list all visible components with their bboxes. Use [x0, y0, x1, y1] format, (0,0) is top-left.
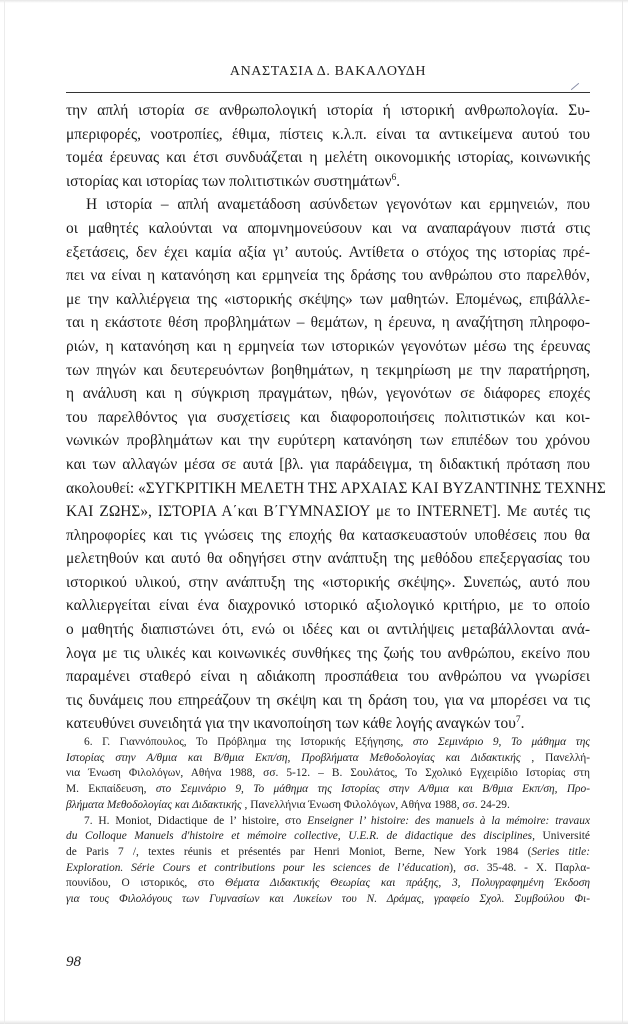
text-line: μελετηθούν και αυτό θα οδηγήσει στην ανάπτυξη της μεθόδου επεξεργασίας του — [66, 550, 590, 568]
text-line: με την καλλιέργεια της «ιστορικής σκέψης» των μαθητών. Επομένως, επιβάλλε- — [66, 290, 590, 308]
text-line: λογα με τις υλικές και κοινωνικές συνθήκες της ζωής του ανθρώπου, εκείνο που — [66, 644, 590, 662]
text-line: κατευθύνει συνειδητά για την ικανοποίηση των κάθε λογής αναγκών του$^7$. — [66, 715, 525, 733]
italic-run: βλήματα Μεθοδολογίας και Διδακτικής — [66, 798, 242, 811]
footnote-6 — [66, 735, 590, 814]
text-run: 7. H. Moniot, Didactique de l’ histoire, στο — [84, 814, 308, 827]
text-run: , Πανελλή- — [520, 751, 590, 764]
text-line: ται η εκάστοτε θέση προβλημάτων – θεμάτων, η έρευνα, η αναζήτηση πληροφο- — [66, 314, 590, 332]
footnotes — [66, 735, 590, 908]
footnote-line — [66, 892, 590, 908]
italic-run: Ιστορίας στην Α/θμια και Β/θμια Εκπ/ση, Προβλήματα Μεθοδολογίας και Διδακτικής — [66, 751, 521, 764]
text-run: , Πανελλήνια Ένωση Φιλολόγων, Αθήνα 1988, σσ. 24-29. — [241, 798, 510, 811]
page-edge-right — [622, 0, 623, 1024]
paragraph-2 — [66, 193, 606, 736]
text-line: νωνικών προβλημάτων και την ευρύτερη κατανόηση των επιπέδων του χρόνου — [66, 432, 590, 450]
text-line: ιστορικού υλικού, στην ανάπτυξη της «ιστορικής σκέψης». Συνεπώς, αυτό που — [66, 573, 590, 591]
italic-run: για τους Φιλολόγους των Γυμνασίων και Λυκείων του Ν. Δράμας, γραφείο Σχολ. Συμβούλου Φι- — [66, 893, 590, 906]
text-line: ΚΑΙ ΖΩΗΣ», ΙΣΤΟΡΙΑ Α΄και Β΄ΓΥΜΝΑΣΙΟΥ με το INTERNET]. Με αυτές τις — [66, 503, 590, 521]
italic-run: στο Σεμινάριο 9, Το μάθημα της Ιστορίας στην Α/θμια και Β/θμια Εκπ/ση, Προ- — [155, 783, 591, 796]
running-head: ΑΝΑΣΤΑΣΙΑ Δ. ΒΑΚΑΛΟΥΔΗ — [229, 64, 427, 79]
text-line: εξετάσεις, δεν έχει καμία αξία γι’ αυτούς. Αντίθετα ο στόχος της ιστορίας πρέ- — [66, 243, 590, 261]
footnote-line — [66, 814, 590, 830]
text-line: τομέα έρευνας και έτσι συνδυάζεται η μελέτη οικονομικής ιστορίας, κοινωνικής — [66, 149, 590, 167]
footnote-line — [66, 876, 590, 892]
footnote-line — [66, 782, 590, 798]
text-run: νια Ένωση Φιλολόγων, Αθήνα 1988, σσ. 5-12. – Β. Σουλάτος, Το Σχολικό Εγχειρίδιο Ιστορίας στη — [66, 767, 590, 780]
text-line: ακολουθεί: «ΣΥΓΚΡΙΤΙΚΗ ΜΕΛΕΤΗ ΤΗΣ ΑΡΧΑΙΑΣ ΚΑΙ ΒΥΖΑΝΤΙΝΗΣ ΤΕΧΝΗΣ — [66, 479, 606, 497]
text-run: Université — [534, 830, 590, 843]
text-line: Η ιστορία – απλή αναμετάδοση ασύνδετων γεγονότων και ερμηνειών, που — [86, 196, 590, 214]
text-run: 6. Γ. Γιαννόπουλος, Το Πρόβλημα της Ιστορικής Εξήγησης, — [84, 736, 413, 748]
header-rule — [66, 92, 590, 93]
page-edge-top — [0, 0, 628, 3]
text-line: καλλιεργείται είναι ένα διαχρονικό ιστορικό αξιολογικό κριτήριο, με το οποίο — [66, 597, 590, 615]
page-edge-left — [4, 0, 5, 1024]
text-line: ιστορίας και ιστορίας των πολιτιστικών συστημάτων$^6$. — [66, 172, 401, 190]
text-line: ο μαθητής διαπιστώνει ότι, ενώ οι ιδέες και οι αντιλήψεις μεταβάλλονται ανά- — [66, 621, 590, 639]
pen-mark — [571, 83, 579, 90]
footnote-7 — [66, 814, 590, 908]
body-text — [66, 99, 606, 736]
italic-run: Θέματα Διδακτικής Θεωρίας και πράξης, 3, Πολυγραφημένη Έκδοση — [224, 877, 590, 890]
italic-run: στο Σεμινάριο 9, Το μάθημα της — [412, 736, 590, 748]
paragraph-1 — [66, 99, 590, 193]
italic-run: Series title: — [531, 845, 590, 858]
italic-run: du Colloque Manuels d'histoire et mémoire collective, U.E.R. de didactique des disciplines, — [66, 830, 535, 843]
footnote-ref-7[interactable]: 7 — [515, 715, 521, 726]
text-run: Μ. Εκπαίδευση, — [66, 783, 156, 796]
italic-run: Enseigner l’ histoire: des manuels à la mémoire: travaux — [307, 814, 590, 827]
footnote-line — [66, 861, 590, 877]
page-number: 98 — [66, 954, 81, 970]
footnote-line — [66, 798, 590, 814]
text-run: πουνίδου, Ο ιστορικός, στο — [66, 877, 225, 890]
footnote-line — [66, 829, 590, 845]
text-line: παραμένει σταθερό είναι η αδιάκοπη προσπάθεια του ανθρώπου να γνωρίσει — [66, 668, 590, 686]
text-line: μπεριφορές, νοοτροπίες, έθιμα, πίστεις κ.λ.π. είναι τα αντικείμενα αυτού του — [66, 125, 590, 143]
footnote-line — [66, 751, 590, 767]
text-line: η ανάλυση και η σύγκριση πραγμάτων, ηθών, γεγονότων σε διάφορες εποχές — [66, 385, 590, 403]
text-line: οι μαθητές καλούνται να απομνημονεύσουν και να αναπαράγουν πιστά στις — [66, 219, 590, 237]
text-line: των πηγών και δευτερευόντων βοηθημάτων, η τεκμηρίωση με την παρατήρηση, — [66, 361, 590, 379]
italic-run: Exploration. Série Cours et contributions pour les sciences de l’éducation — [66, 861, 450, 874]
text-line: την απλή ιστορία σε ανθρωπολογική ιστορία ή ιστορική ανθρωπολογία. Συ- — [66, 102, 590, 119]
footnote-ref-6[interactable]: 6 — [391, 172, 397, 183]
footnote-line — [66, 766, 590, 782]
text-line: του παρελθόντος για συσχετίσεις και διαφοροποιήσεις πολιτιστικών και κοι- — [66, 408, 590, 426]
text-line: ριών, η κατανόηση και η ερμηνεία των ιστορικών γεγονότων μέσω της έρευνας — [66, 337, 590, 355]
footnote-line — [66, 845, 590, 861]
footnote-line — [66, 735, 590, 751]
text-line: τις δυνάμεις που επηρεάζουν τη σκέψη και τη δράση του, για να μπορέσει να τις — [66, 691, 590, 709]
text-line: πληροφορίες και τις γνώσεις της εποχής θα κατασκευαστούν υποθέσεις που θα — [66, 526, 590, 544]
text-line: και των αλλαγών μέσα σε αυτά [βλ. για παράδειγμα, τη διδακτική πρόταση που — [66, 455, 590, 473]
text-run: de Paris 7 /, textes réunis et présentés par Henri Moniot, Berne, New York 1984 ( — [66, 845, 532, 858]
page-edge-bottom — [0, 1020, 628, 1024]
text-run: ), σσ. 35-48. - Χ. Παρλα- — [449, 861, 590, 874]
text-line: πει να είναι η κατανόηση και ερμηνεία της δράσης του ανθρώπου στο παρελθόν, — [66, 267, 590, 285]
